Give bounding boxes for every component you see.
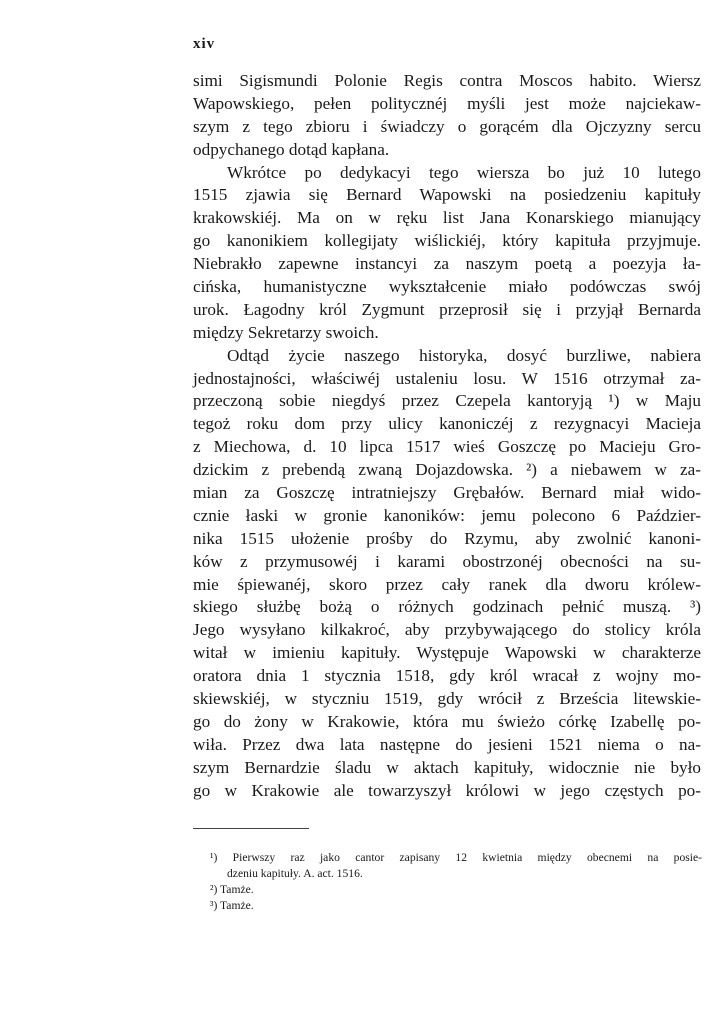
text-line: go w Krakowie ale towarzyszył królowi w jego częstych po-	[193, 780, 701, 800]
text-line: oratora dnia 1 stycznia 1518, gdy król wracał z wojny mo-	[193, 666, 701, 686]
footnote-1-continuation: dzeniu kapituły. A. act. 1516.	[227, 867, 363, 880]
text-line: witał w imieniu kapituły. Występuje Wapowski w charakterze	[193, 643, 701, 663]
text-line: ków z przymusowéj i karami obostrzonéj obecności na su-	[193, 551, 701, 571]
text-line: krakowskiéj. Ma on w ręku list Jana Konarskiego mianujący	[193, 208, 701, 228]
text-line: mian za Goszczę intratniejszy Grębałów. Bernard miał wido-	[193, 483, 701, 503]
text-line: Wapowskiego, pełen politycznéj myśli jest może najciekaw-	[193, 93, 701, 113]
text-line: cznie łaski w gronie kanoników: jemu polecono 6 Paździer-	[193, 505, 701, 525]
text-line: Niebrakło zapewne instancyi za naszym poetą a poezyja ła-	[193, 254, 701, 274]
text-line: simi Sigismundi Polonie Regis contra Moscos habito. Wiersz	[193, 71, 701, 90]
text-line: odpychanego dotąd kapłana.	[193, 139, 390, 159]
footnote-1: ¹) Pierwszy raz jako cantor zapisany 12 kwietnia między obecnemi na posie-	[210, 851, 702, 864]
text-line: 1515 zjawia się Bernard Wapowski na posiedzeniu kapituły	[193, 185, 701, 205]
text-line: dzickim z prebendą zwaną Dojazdowska. ²) a niebawem w za-	[193, 460, 701, 480]
footnote-divider	[193, 828, 309, 829]
text-line: Jego wysyłano kilkakroć, aby przybywającego do stolicy króla	[193, 620, 701, 640]
text-line: skiego służbę bożą o różnych godzinach pełnić muszą. ³)	[193, 597, 701, 617]
text-line: między Sekretarzy swoich.	[193, 322, 379, 342]
text-line: cińska, humanistyczne wykształcenie miało podówczas swój	[193, 277, 701, 297]
text-line: skiewskiéj, w styczniu 1519, gdy wrócił z Brześcia litewskie-	[193, 689, 701, 709]
text-line: mie śpiewanéj, skoro przez cały ranek dla dworu królew-	[193, 574, 701, 594]
text-line: Wkrótce po dedykacyi tego wiersza bo już 10 lutego	[227, 162, 701, 182]
text-line: jednostajności, właściwéj ustaleniu losu. W 1516 otrzymał za-	[193, 368, 701, 388]
text-line: go kanonikiem kollegijaty wiślickiéj, który kapituła przyjmuje.	[193, 231, 701, 251]
page-number: xiv	[193, 36, 216, 52]
text-line: szym z tego zbioru i świadczy o gorącém dla Ojczyzny sercu	[193, 116, 701, 136]
text-line: go do żony w Krakowie, która mu świeżo córkę Izabellę po-	[193, 711, 701, 731]
text-line: Odtąd życie naszego historyka, dosyć burzliwe, nabiera	[227, 345, 701, 365]
text-line: wiła. Przez dwa lata następne do jesieni 1521 niema o na-	[193, 734, 701, 754]
text-line: przeczoną sobie niegdyś przez Czepela kantoryją ¹) w Maju	[193, 391, 701, 411]
text-line: szym Bernardzie śladu w aktach kapituły, widocznie nie było	[193, 757, 701, 777]
text-line: nika 1515 ułożenie prośby do Rzymu, aby zwolnić kanoni-	[193, 528, 701, 548]
text-line: z Miechowa, d. 10 lipca 1517 wieś Goszczę po Macieju Gro-	[193, 437, 701, 457]
footnote-3: ³) Tamże.	[210, 899, 254, 912]
text-line: tegoż roku dom przy ulicy kanoniczéj z rezygnacyi Macieja	[193, 414, 701, 434]
body-text	[193, 70, 701, 803]
footnote-2: ²) Tamże.	[210, 883, 254, 896]
footnotes	[210, 850, 702, 914]
text-line: urok. Łagodny król Zygmunt przeprosił się i przyjął Bernarda	[193, 299, 701, 319]
